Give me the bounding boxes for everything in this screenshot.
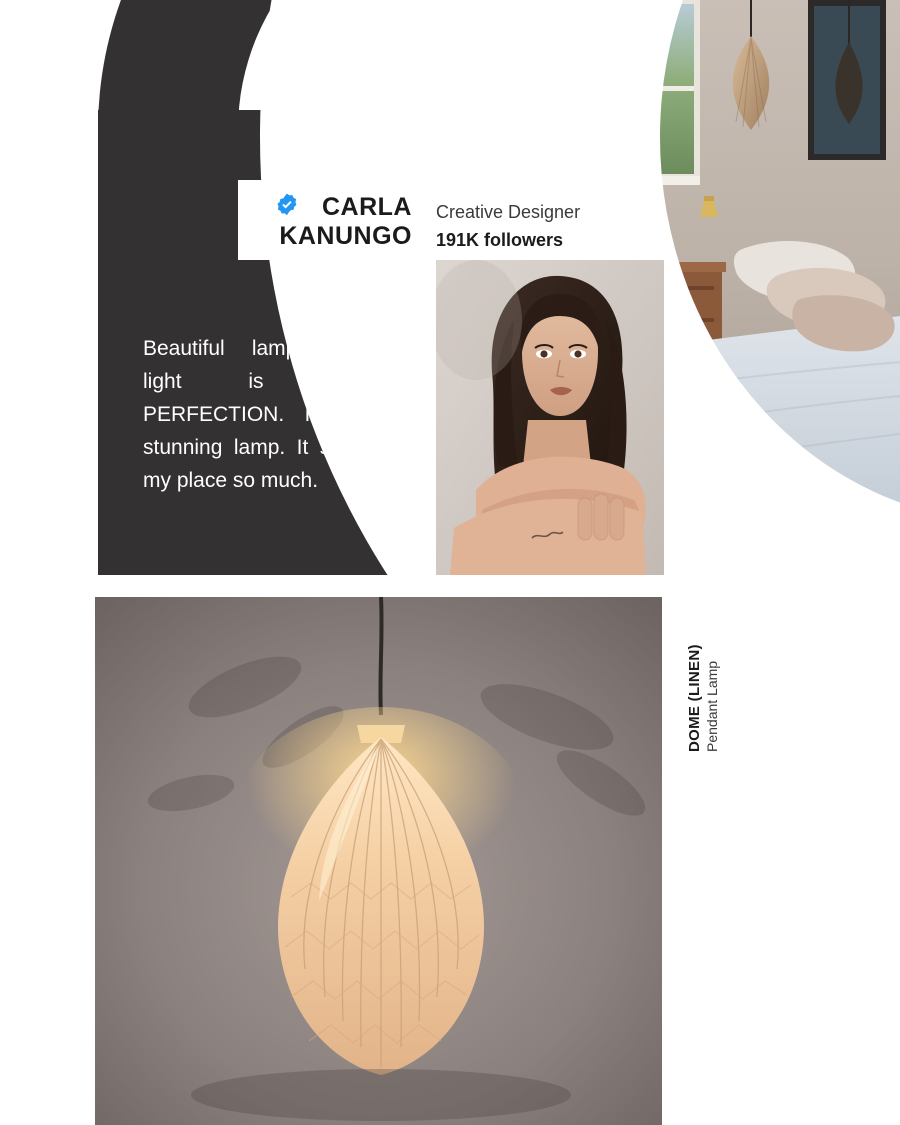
portrait-photo-image (436, 260, 664, 575)
profile-name (262, 193, 412, 251)
product-label (668, 600, 720, 770)
product-subtitle: Pendant Lamp (704, 660, 720, 752)
lamp-photo-image (95, 597, 662, 1125)
white-left-strip (0, 0, 98, 600)
product-name: DOME (LINEN) (686, 644, 703, 752)
testimonial-quote: Beautiful lamp, this light is just PERFECTION. It’s a stunning lamp. It suits my place so much. (143, 337, 363, 492)
portrait-photo (436, 260, 664, 575)
profile-name-first: CARLA (322, 193, 412, 221)
profile-meta (436, 200, 580, 253)
profile-role: Creative Designer (436, 202, 581, 222)
lamp-photo (95, 597, 662, 1125)
profile-name-last: KANUNGO (279, 222, 412, 250)
profile-followers: 191K followers (436, 230, 564, 250)
